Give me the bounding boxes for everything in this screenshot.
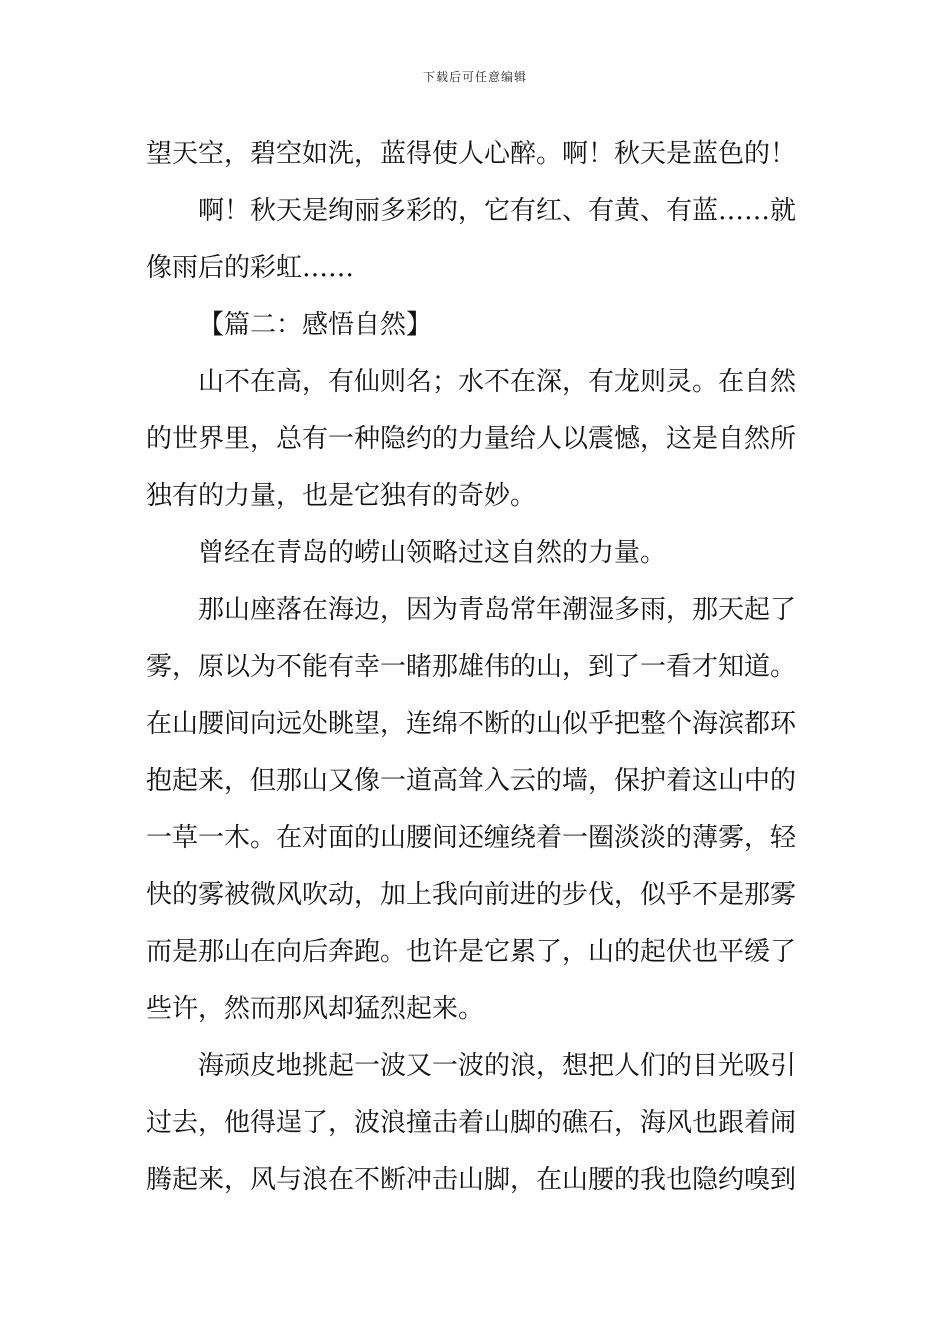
text-line: 而是那山在向后奔跑。也许是它累了，山的起伏也平缓了 [146, 937, 797, 967]
text-line: 那山座落在海边，因为青岛常年潮湿多雨，那天起了 [198, 595, 797, 625]
text-line: 啊！秋天是绚丽多彩的，它有红、有黄、有蓝……就 [198, 196, 797, 226]
text-line: 雾，原以为不能有幸一睹那雄伟的山，到了一看才知道。 [146, 652, 797, 682]
text-line: 山不在高，有仙则名；水不在深，有龙则灵。在自然 [198, 367, 797, 397]
text-line: 曾经在青岛的崂山领略过这自然的力量。 [198, 538, 667, 568]
page-header: 下载后可任意编辑 [422, 70, 527, 84]
text-line: 腾起来，风与浪在不断冲击山脚，在山腰的我也隐约嗅到 [146, 1165, 797, 1195]
text-line: 像雨后的彩虹…… [146, 253, 355, 283]
text-line: 过去，他得逞了，波浪撞击着山脚的礁石，海风也跟着闹 [146, 1108, 797, 1138]
text-line: 独有的力量，也是它独有的奇妙。 [146, 481, 537, 511]
text-line: 抱起来，但那山又像一道高耸入云的墙，保护着这山中的 [146, 766, 797, 796]
text-line: 海顽皮地挑起一波又一波的浪，想把人们的目光吸引 [198, 1051, 797, 1081]
text-line: 些许，然而那风却猛烈起来。 [146, 994, 485, 1024]
text-line: 的世界里，总有一种隐约的力量给人以震憾，这是自然所 [146, 424, 797, 454]
text-line: 一草一木。在对面的山腰间还缠绕着一圈淡淡的薄雾，轻 [146, 823, 797, 853]
text-line: 在山腰间向远处眺望，连绵不断的山似乎把整个海滨都环 [146, 709, 797, 739]
text-line: 望天空，碧空如洗，蓝得使人心醉。啊！秋天是蓝色的！ [146, 139, 797, 169]
document-body [146, 126, 810, 1209]
text-line: 快的雾被微风吹动，加上我向前进的步伐，似乎不是那雾 [146, 880, 797, 910]
section-heading: 【篇二：感悟自然】 [198, 310, 433, 340]
